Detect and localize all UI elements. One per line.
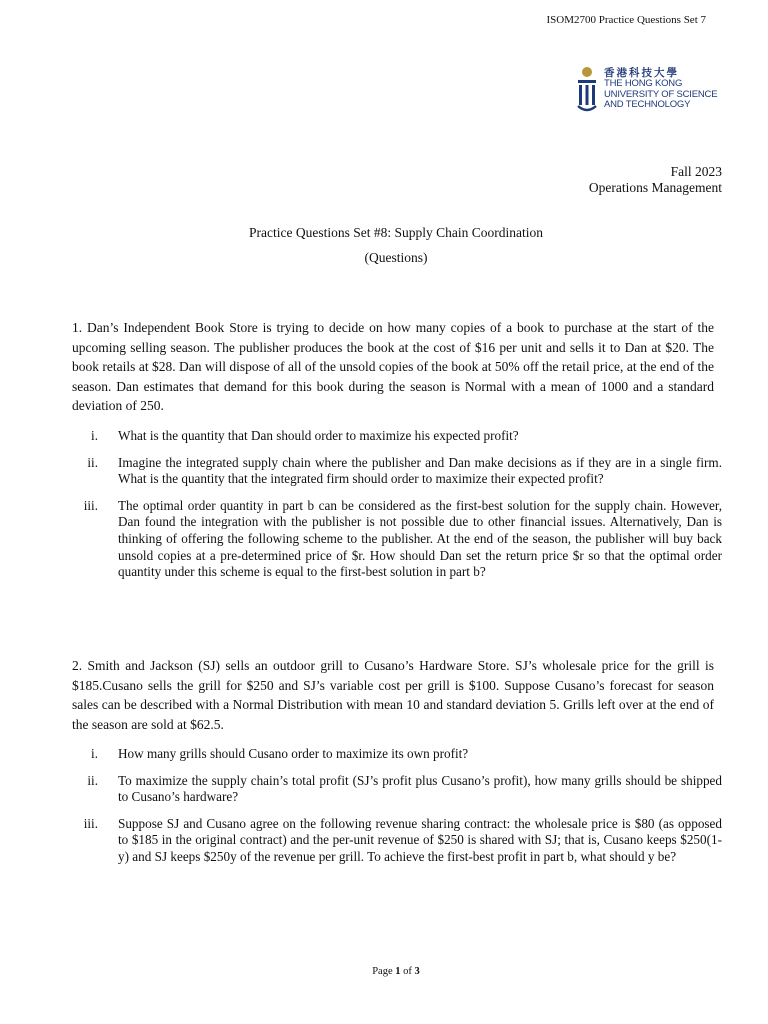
logo-english-line: AND TECHNOLOGY	[604, 99, 691, 110]
logo-english-line: UNIVERSITY OF SCIENCE	[604, 88, 718, 100]
page-word: Page	[372, 966, 393, 977]
part-numeral: ii.	[87, 454, 98, 470]
part-text: Imagine the integrated supply chain where the publisher and Dan make decisions as if they are in a single firm. What is the quantity that the integrated firm should order to maximize their expected profit?	[118, 454, 722, 487]
part-numeral: i.	[91, 746, 98, 761]
title-sub: (Questions)	[364, 250, 428, 265]
part-text: Suppose SJ and Cusano agree on the following revenue sharing contract: the wholesale price is $80 (as opposed to $185 in the original contract) and the per-unit revenue of $250 is shared with SJ; that is, Cusano keeps $250(1-y) and SJ keeps $250y of the revenue per grill. To achieve the first-best profit in part b, what should y be?	[118, 815, 722, 864]
university-logo	[576, 66, 736, 116]
logo-english-line: THE HONG KONG	[604, 78, 683, 89]
course-name: Operations Management	[588, 180, 722, 195]
page-total: 3	[414, 966, 420, 977]
part-numeral: ii.	[87, 772, 98, 788]
term-info	[589, 164, 722, 196]
question-part	[72, 746, 722, 763]
part-numeral: iii.	[83, 497, 98, 513]
part-numeral: i.	[91, 428, 98, 443]
part-text: How many grills should Cusano order to maximize its own profit?	[118, 746, 469, 761]
question-part	[72, 455, 722, 488]
question-part	[72, 816, 722, 866]
page-footer	[0, 966, 768, 977]
question-1-parts	[72, 428, 722, 591]
part-text: To maximize the supply chain’s total profit (SJ’s profit plus Cusano’s profit), how many grills should be shipped to Cusano’s hardware?	[118, 772, 722, 805]
course-reference: ISOM2700 Practice Questions Set 7	[546, 14, 706, 26]
part-numeral: iii.	[83, 815, 98, 831]
of-word: of	[403, 966, 412, 977]
university-crest-icon	[576, 66, 598, 114]
question-part	[72, 428, 722, 445]
part-text: The optimal order quantity in part b can be considered as the first-best solution for the supply chain. However, Dan found the integration with the publisher is not possible due to other financial issues. Alternatively, Dan is thinking of offering the following scheme to the publisher. At the end of the season, the publisher will buy back unsold copies at a pre-determined price of $r. How should Dan set the return price $r so that the optimal order quantity under this scheme is equal to the first-best solution in part b?	[118, 497, 722, 580]
question-part	[72, 773, 722, 806]
document-title	[0, 220, 768, 270]
logo-chinese-name: 香港科技大學	[604, 67, 679, 79]
page-number: 1	[395, 966, 401, 977]
logo-text	[604, 67, 717, 111]
question-2-parts	[72, 746, 722, 876]
question-2-text: 2. Smith and Jackson (SJ) sells an outdoor grill to Cusano’s Hardware Store. SJ’s wholesale price for the grill is $185.Cusano sells the grill for $250 and SJ’s variable cost per grill is $100. Suppose Cusano’s forecast for season sales can be described with a Normal Distribution with mean 10 and standard deviation 5. Grills left over at the end of the season are sold at $62.5.	[72, 658, 714, 732]
question-1-text: 1. Dan’s Independent Book Store is trying to decide on how many copies of a book to purchase at the start of the upcoming selling season. The publisher produces the book at the cost of $16 per unit and sells it to Dan at $20. The book retails at $28. Dan will dispose of all of the unsold copies of the book at 50% off the retail price, at the end of the season. Dan estimates that demand for this book during the season is Normal with a mean of 1000 and a standard deviation of 250.	[72, 320, 714, 413]
part-text: What is the quantity that Dan should order to maximize his expected profit?	[118, 428, 519, 443]
title-main: Practice Questions Set #8: Supply Chain Coordination	[249, 225, 543, 240]
semester: Fall 2023	[670, 164, 722, 179]
question-part	[72, 498, 722, 581]
